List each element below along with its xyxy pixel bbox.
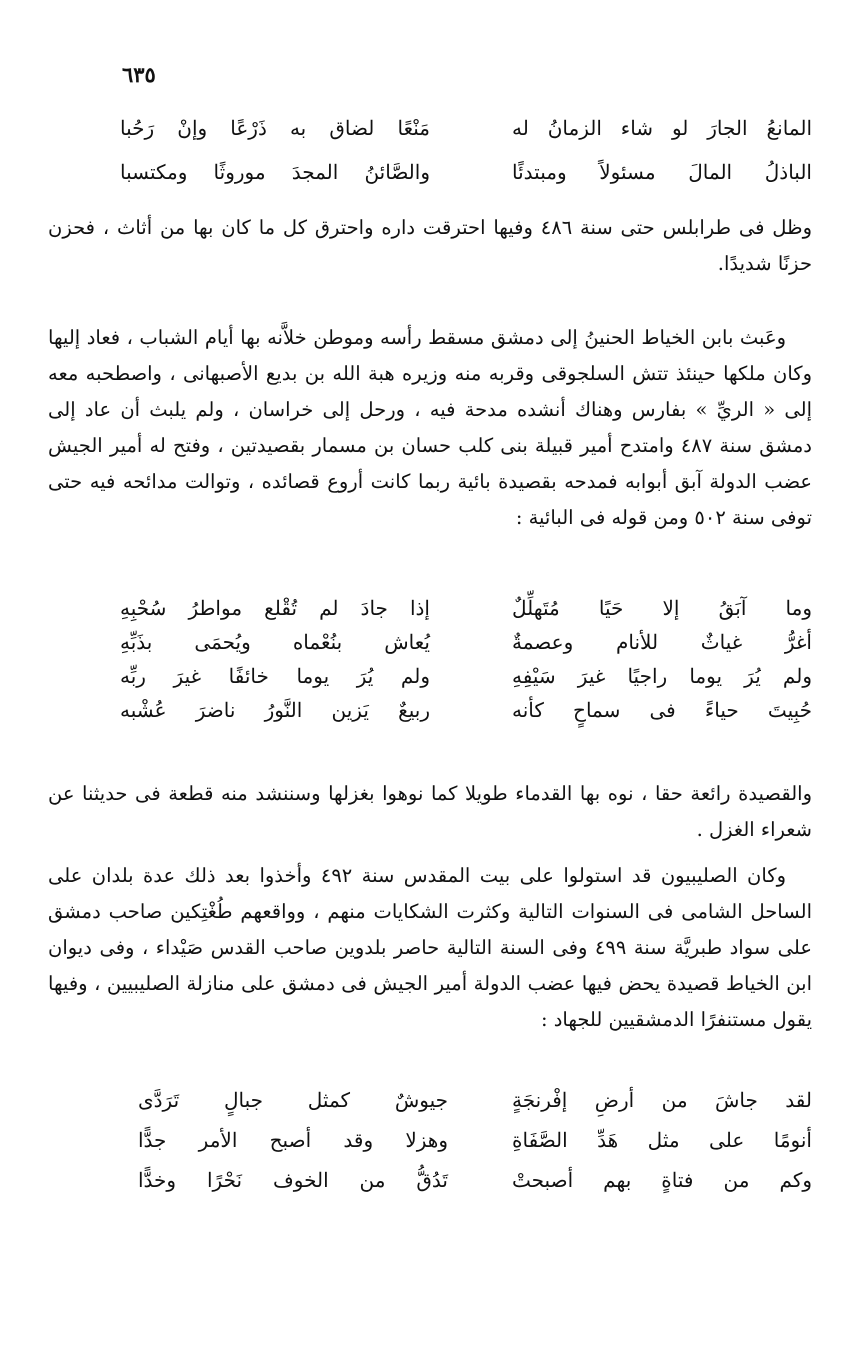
verse-first-hemistich: الباذلُ المالَ مسئولاً ومبتدئًا	[512, 160, 812, 184]
paragraph-4: وكان الصليبيون قد استولوا على بيت المقدس سنة ٤٩٢ وأخذوا بعد ذلك عدة بلدان على الساحل الشامى فى السنوات التالية وكثرت الشكايات منهم ، وواقعهم طُغْتِكين صاحب دمشق على سواد طبريَّة سنة ٤٩٩ وفى السنة التالية حاصر بلدوين صاحب القدس صَيْداء ، وفى ديوان ابن الخياط قصيدة يحض فيها عضب الدولة أمير الجيش فى دمشق على منازلة الصليبيين ، وفيها يقول مستنفرًا الدمشقيين للجهاد :	[48, 864, 812, 1031]
verse-first-hemistich: المانعُ الجارَ لو شاء الزمانُ له	[512, 116, 812, 140]
verse-second-hemistich: ولم يُرَ يوما خائفًا غيرَ ربِّه	[120, 664, 430, 688]
poem-block-1	[120, 118, 812, 182]
verse-first-hemistich: وكم من فتاةٍ بهم أصبحتْ	[512, 1168, 812, 1192]
poem-block-2	[120, 598, 812, 720]
paragraph-3: والقصيدة رائعة حقا ، نوه بها القدماء طويلا كما نوهوا بغزلها وسننشد منه قطعة فى حديثنا عن شعراء الغزل .	[48, 782, 812, 841]
paragraph-1: وظل فى طرابلس حتى سنة ٤٨٦ وفيها احترقت داره واحترق كل ما كان بها من أثاث ، فحزن حزنًا شديدًا.	[48, 216, 812, 275]
verse-second-hemistich: جيوشٌ كمثل جبالٍ تَرَدَّى	[138, 1088, 448, 1112]
verse-first-hemistich: وما آبَقُ إلا حَيًا مُتَهلِّلٌ	[512, 596, 812, 620]
poem-verse	[120, 700, 812, 720]
verse-first-hemistich: حُبِيتَ حياءً فى سماحٍ كأنه	[512, 698, 812, 722]
poem-block-3	[138, 1090, 812, 1190]
poem-verse	[120, 632, 812, 652]
poem-verse	[120, 162, 812, 182]
verse-second-hemistich: ربيعٌ يَزين النَّورُ ناضرَ عُشْبه	[120, 698, 430, 722]
poem-verse	[120, 598, 812, 618]
verse-first-hemistich: أغرُّ غياثٌ للأنام وعصمةٌ	[512, 630, 812, 654]
verse-second-hemistich: مَنْعًا لضاق به ذَرْعًا وإنْ رَحُبا	[120, 116, 430, 140]
poem-verse	[138, 1170, 812, 1190]
verse-second-hemistich: تَدُقُّ من الخوف نَحْرًا وخدًّا	[138, 1168, 448, 1192]
verse-first-hemistich: ولم يُرَ يوما راجيًا غيرَ سَيْفِهِ	[512, 664, 812, 688]
poem-verse	[138, 1130, 812, 1150]
poem-verse	[120, 118, 812, 138]
poem-verse	[120, 666, 812, 686]
poem-verse	[138, 1090, 812, 1110]
verse-second-hemistich: والصَّائنُ المجدَ موروثًا ومكتسبا	[120, 160, 430, 184]
paragraph-2: وعَبث بابن الخياط الحنينُ إلى دمشق مسقط رأسه وموطن خلاَّنه بها أيام الشباب ، فعاد إليها وكان ملكها حينئذ تتش السلجوقى وقربه منه وزيره هبة الله بن بديع الأصبهانى ، واصطحبه معه إلى « الريِّ » بفارس وهناك أنشده مدحة فيه ، ورحل إلى خراسان ، ولم يلبث أن عاد إلى دمشق سنة ٤٨٧ وامتدح أمير قبيلة بنى كلب حسان بن مسمار بقصيدتين ، وفتح له أمير الجيش عضب الدولة آبق أبوابه فمدحه بقصيدة بائية ربما كانت أروع قصائده ، وتوالت مدائحه فيه حتى توفى سنة ٥٠٢ ومن قوله فى البائية :	[48, 326, 812, 529]
verse-second-hemistich: يُعاش بنُعْماه ويُحمَى بذَبِّهِ	[120, 630, 430, 654]
verse-first-hemistich: لقد جاشَ من أرضِ إفْرنجَةٍ	[512, 1088, 812, 1112]
verse-first-hemistich: أنومًا على مثل هَدِّ الصَّفَاةِ	[512, 1128, 812, 1152]
verse-second-hemistich: إذا جادَ لم تُقْلع مواطرُ سُحْبِهِ	[120, 596, 430, 620]
page-number: ٦٣٥	[122, 62, 156, 87]
verse-second-hemistich: وهزلا وقد أصبح الأمر جدًّا	[138, 1128, 448, 1152]
